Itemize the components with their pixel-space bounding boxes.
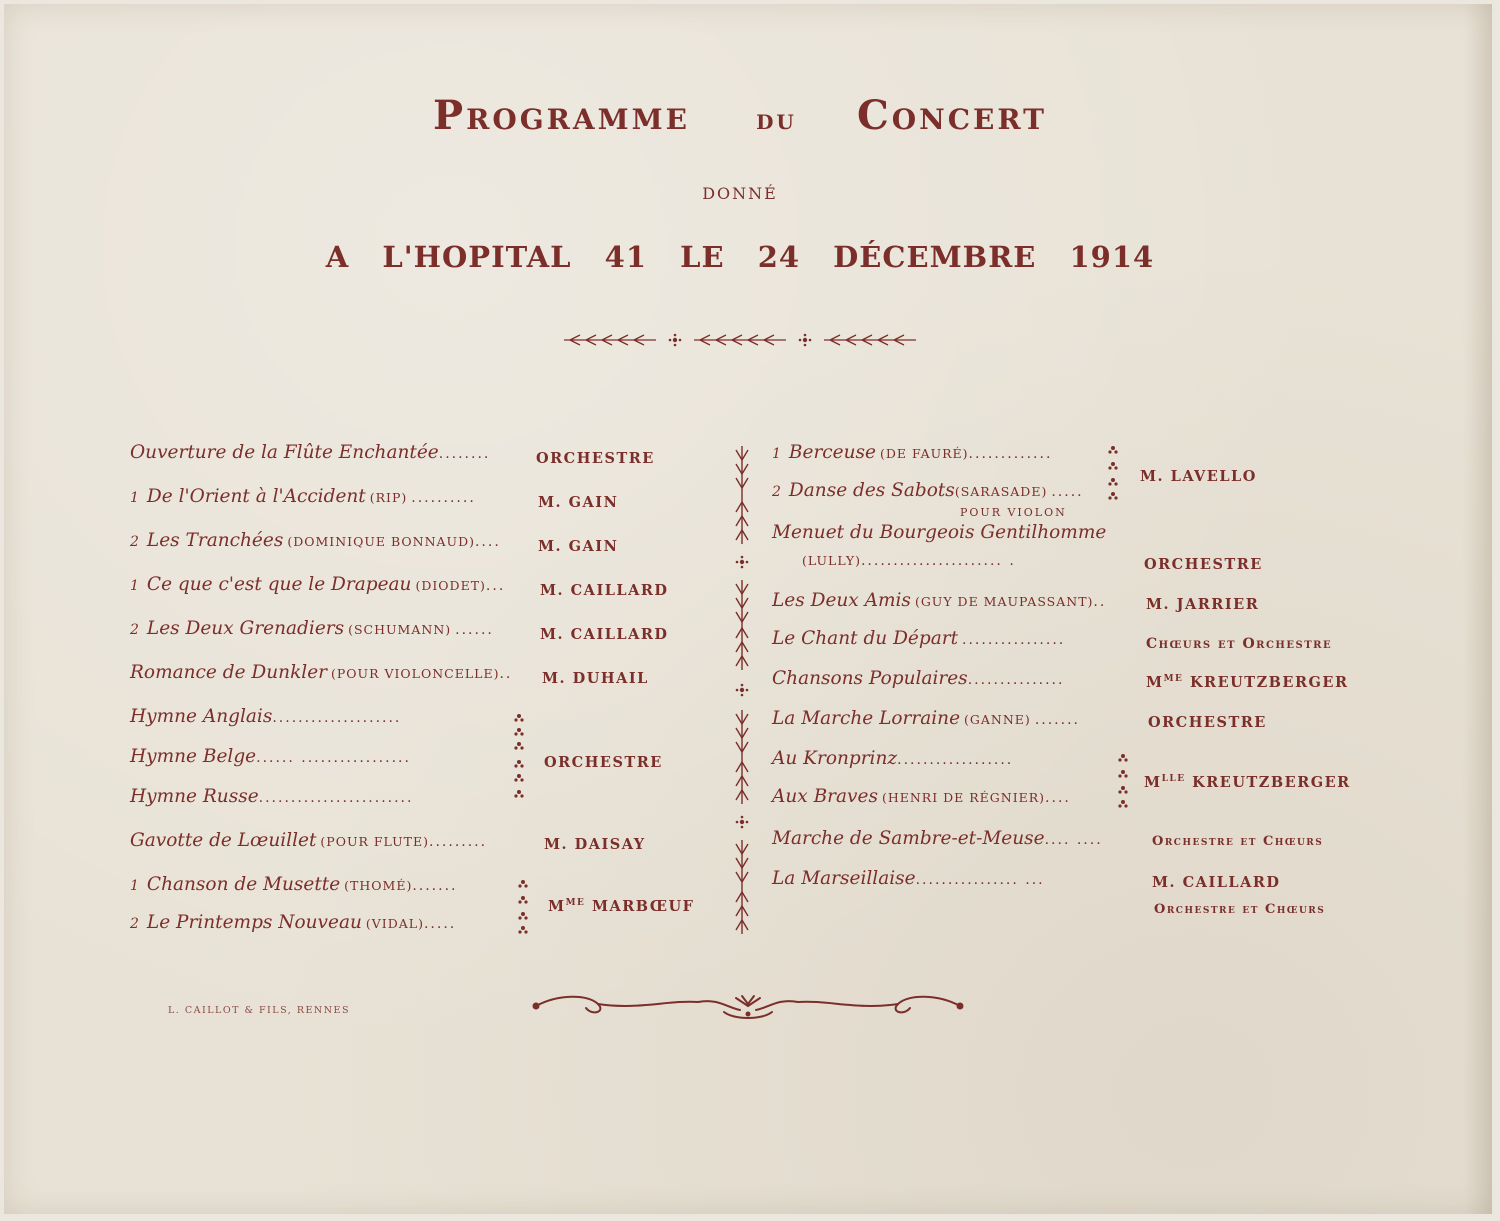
grouping-brace (1116, 752, 1130, 812)
piece-title: Les Tranchées (146, 530, 284, 551)
item-number: 1 (772, 446, 781, 462)
composer-label: (VIDAL) (365, 916, 424, 931)
performer-label: M. CAILLARD (540, 626, 669, 643)
title-word-du: du (756, 103, 797, 136)
composer-label: (THOMÉ) (344, 878, 413, 893)
leader-dots: ................ (962, 632, 1066, 648)
performer-name: KREUTZBERGER (1192, 774, 1351, 791)
piece-title: Au Kronprinz (772, 748, 898, 769)
top-ornament (560, 330, 920, 350)
program-item (772, 628, 1065, 658)
leader-dots: .................. (897, 752, 1014, 768)
program-item (772, 868, 1045, 898)
composer-label: (POUR FLUTE) (320, 834, 430, 849)
composer-label: (GUY DE MAUPASSANT) (914, 594, 1094, 609)
leader-dots: .... (1045, 790, 1071, 806)
program-item (130, 486, 476, 516)
piece-title: Chanson de Musette (146, 874, 341, 895)
leader-dots: ... (485, 578, 506, 594)
program-item (130, 618, 494, 648)
performer-label (1146, 674, 1349, 691)
program-item (130, 442, 490, 472)
item-number: 2 (130, 622, 139, 638)
composer-label: (LULLY) (802, 553, 861, 568)
program-item (772, 668, 1064, 698)
item-number: 1 (130, 878, 139, 894)
program-item (130, 746, 411, 776)
program-item (130, 530, 501, 560)
piece-title: Romance de Dunkler (130, 662, 327, 683)
leader-dots: ....... (412, 878, 458, 894)
piece-title: Les Deux Amis (772, 590, 911, 611)
performer-label: Orchestre et Chœurs (1152, 834, 1324, 849)
leader-dots: .......... (411, 490, 476, 506)
program-item (130, 874, 457, 904)
performer-label: M. GAIN (538, 538, 619, 555)
piece-title: Danse des Sabots (788, 480, 955, 501)
composer-label: (DE FAURÉ) (879, 446, 969, 461)
page-title (0, 92, 1480, 139)
title-word-concert: Concert (856, 92, 1048, 139)
leader-dots: .. (1093, 594, 1107, 610)
title-word-programme: Programme (432, 92, 690, 139)
piece-title: Chansons Populaires (772, 668, 968, 689)
leader-dots: ..... (423, 916, 457, 932)
program-item (772, 590, 1106, 620)
program-item (772, 442, 1052, 472)
item-number: 2 (130, 534, 139, 550)
piece-title: Gavotte de Lœuillet (130, 830, 317, 851)
leader-dots: ................ ... (915, 872, 1045, 888)
leader-dots: .................... (272, 710, 402, 726)
performer-label: M. LAVELLO (1140, 468, 1257, 485)
item-number: 1 (130, 490, 139, 506)
leader-dots: ...................... . (860, 553, 1016, 569)
piece-title: Ce que c'est que le Drapeau (146, 574, 412, 595)
performer-label (1144, 774, 1351, 791)
leader-dots: ........................ (258, 790, 414, 806)
piece-title: Les Deux Grenadiers (146, 618, 345, 639)
performer-label: ORCHESTRE (1148, 714, 1267, 731)
leader-dots: ......... (429, 834, 488, 850)
performer-title: M (548, 898, 566, 915)
performer-title: M (1146, 674, 1164, 691)
composer-label: (POUR VIOLONCELLE) (331, 666, 500, 681)
piece-title: Menuet du Bourgeois Gentilhomme (772, 522, 1107, 543)
leader-dots: ............. (968, 446, 1053, 462)
composer-label: (RIP) (369, 490, 408, 505)
piece-title: Hymne Belge (130, 746, 257, 767)
program-item (130, 830, 487, 860)
performer-label: ORCHESTRE (1144, 556, 1263, 573)
piece-title: Le Chant du Départ (772, 628, 959, 649)
composer-label: (DIODET) (415, 578, 486, 593)
performer-label: M. CAILLARD (1152, 874, 1281, 891)
piece-title: Aux Braves (772, 786, 878, 807)
program-item (772, 708, 1080, 738)
venue-date-line: A L'HOPITAL 41 LE 24 DÉCEMBRE 1914 (325, 240, 1155, 274)
column-divider (728, 440, 756, 940)
piece-title: Berceuse (788, 442, 876, 463)
composer-label: (SARASADE) (954, 484, 1048, 499)
subtitle-donne: DONNÉ (702, 184, 778, 203)
piece-title: La Marseillaise (772, 868, 916, 889)
performer-title: M (1144, 774, 1162, 791)
item-number: 2 (130, 916, 139, 932)
piece-title: Ouverture de la Flûte Enchantée (130, 442, 439, 463)
composer-label: (DOMINIQUE BONNAUD) (287, 534, 475, 549)
performer-label: ORCHESTRE (536, 450, 655, 467)
composer-label: (HENRI DE RÉGNIER) (881, 790, 1046, 805)
leader-dots: ...... ................. (256, 750, 411, 766)
program-item (772, 522, 1106, 552)
program-item (772, 828, 1103, 858)
printer-imprint: L. CAILLOT & FILS, RENNES (168, 1005, 350, 1016)
program-item (130, 786, 413, 816)
performer-label: ORCHESTRE (544, 754, 663, 771)
bottom-flourish-ornament (528, 988, 968, 1028)
performer-name: KREUTZBERGER (1189, 674, 1349, 691)
performer-label: M. JARRIER (1146, 596, 1260, 613)
performer-label-secondary: Orchestre et Chœurs (1154, 902, 1326, 917)
performer-title-sup: ME (565, 898, 586, 909)
item-number: 1 (130, 578, 139, 594)
performer-label: M. CAILLARD (540, 582, 669, 599)
performer-label: M. DAISAY (544, 836, 646, 853)
leader-dots: ........ (438, 446, 491, 462)
performer-title-sup: ME (1163, 674, 1184, 685)
performer-label (548, 898, 694, 915)
leader-dots: ...... (455, 622, 494, 638)
leader-dots: ....... (1034, 712, 1080, 728)
grouping-brace (1106, 444, 1120, 504)
performer-label: M. GAIN (538, 494, 619, 511)
piece-title: Hymne Anglais (130, 706, 273, 727)
program-item (130, 912, 456, 942)
leader-dots: ..... (1051, 484, 1084, 500)
program-item (772, 786, 1071, 816)
leader-dots: .... .... (1044, 832, 1103, 848)
composer-label: (GANNE) (964, 712, 1031, 727)
leader-dots: .... (474, 534, 501, 550)
leader-dots: .. (499, 666, 513, 682)
piece-title: De l'Orient à l'Accident (146, 486, 366, 507)
grouping-brace (516, 878, 530, 938)
program-item (130, 574, 505, 604)
performer-name: MARBŒUF (591, 898, 695, 915)
program-item (802, 552, 1016, 582)
performer-label: M. DUHAIL (542, 670, 649, 687)
performer-title-sup: LLE (1161, 774, 1186, 785)
item-number: 2 (772, 484, 781, 500)
program-item (130, 662, 512, 692)
program-item (772, 748, 1013, 778)
instrument-note: POUR VIOLON (960, 506, 1067, 519)
piece-title: Le Printemps Nouveau (146, 912, 362, 933)
piece-title: La Marche Lorraine (772, 708, 961, 729)
piece-title: Marche de Sambre-et-Meuse (772, 828, 1045, 849)
leader-dots: ............... (967, 672, 1065, 688)
grouping-brace (512, 712, 526, 808)
composer-label: (SCHUMANN) (348, 622, 452, 637)
program-item (130, 706, 401, 736)
performer-label: Chœurs et Orchestre (1146, 636, 1333, 652)
piece-title: Hymne Russe (130, 786, 259, 807)
